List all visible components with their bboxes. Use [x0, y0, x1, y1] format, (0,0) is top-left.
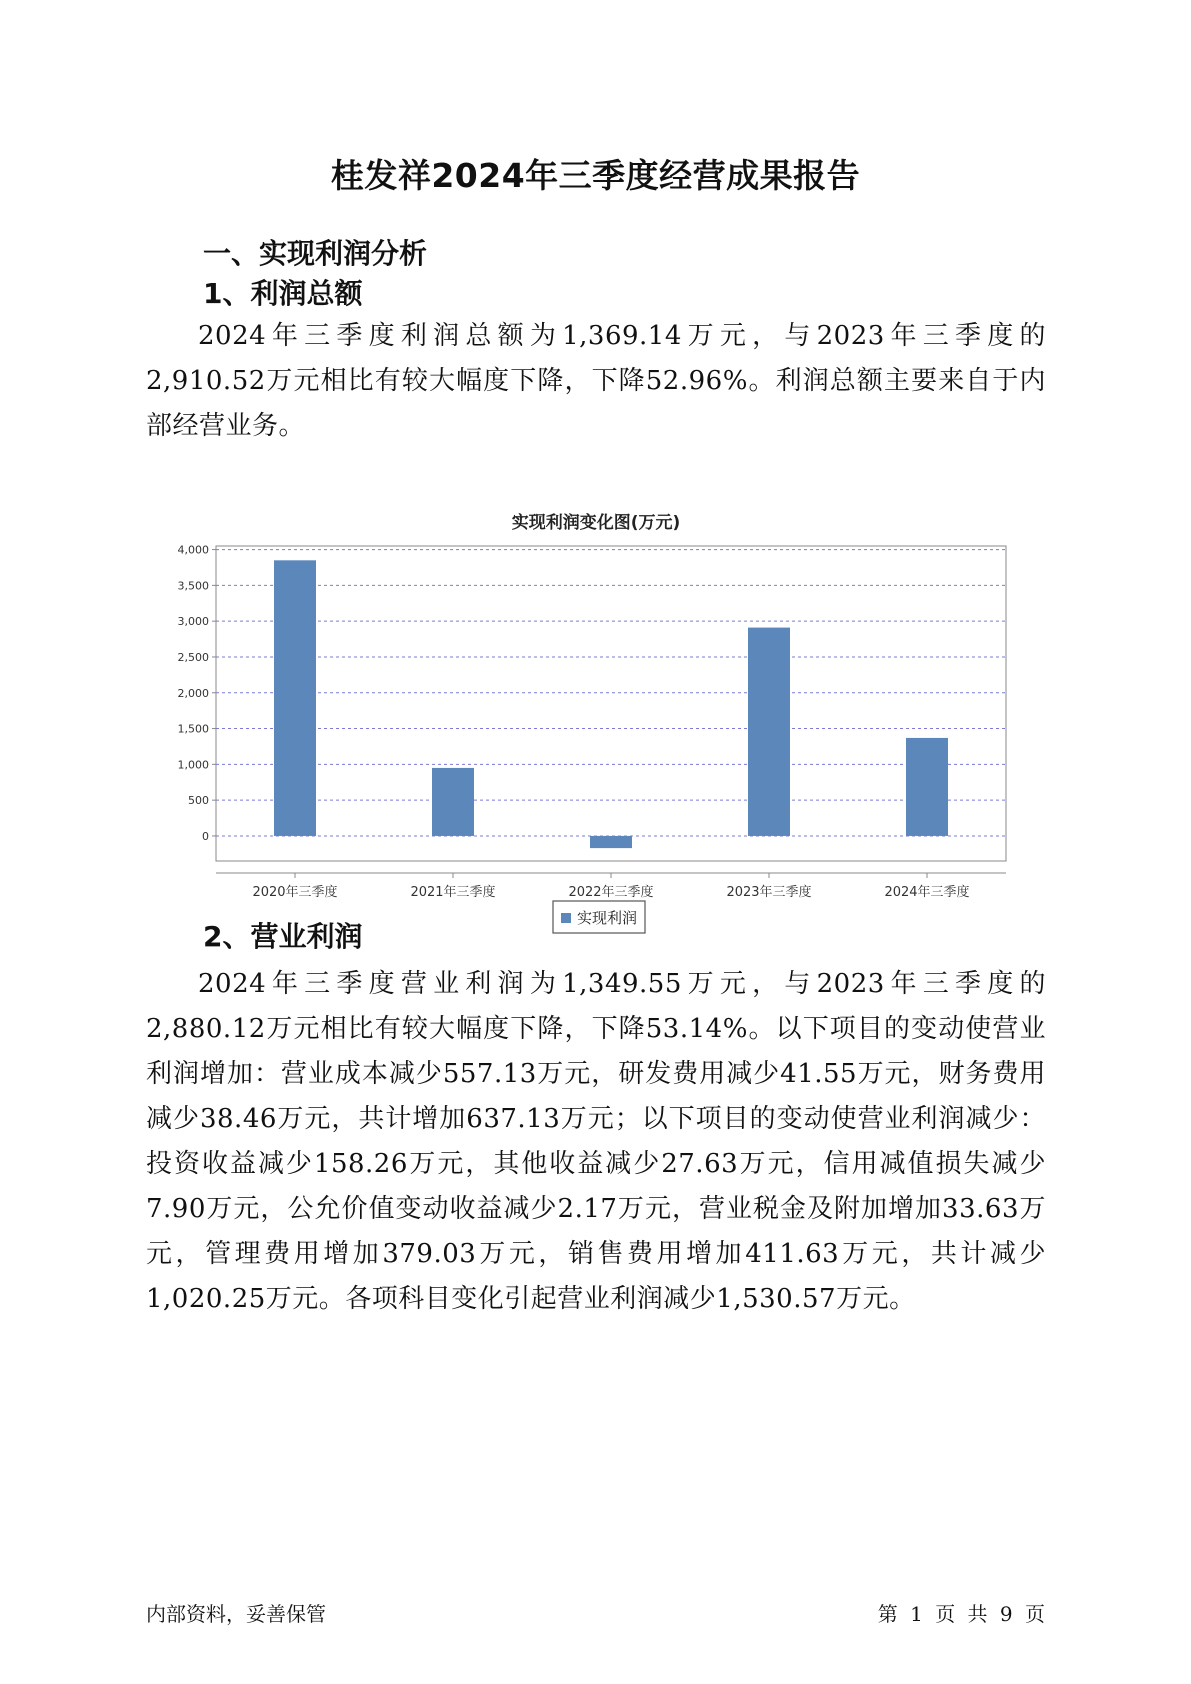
y-tick-label: 0 — [202, 829, 209, 843]
y-tick-label: 2,500 — [177, 650, 209, 664]
y-tick-label: 4,000 — [177, 543, 209, 557]
x-tick-label: 2022年三季度 — [568, 885, 654, 900]
bar-2020年三季度 — [274, 560, 316, 836]
operating-profit-paragraph: 2024年三季度营业利润为1,349.55万元，与2023年三季度的2,880.12万元相比有较大幅度下降，下降53.14%。以下项目的变动使营业利润增加：营业成本减少557.13万元，研发费用减少41.55万元，财务费用减少38.46万元，共计增加637.13万元；以下项目的变动使营业利润减少：投资收益减少158.26万元，其他收益减少27.63万元，信用减值损失减少7.90万元，公允价值变动收益减少2.17万元，营业税金及附加增加33.63万元，管理费用增加379.03万元，销售费用增加411.63万元，共计减少1,020.25万元。各项科目变化引起营业利润减少1,530.57万元。 — [146, 969, 1046, 1314]
total-profit-paragraph: 2024年三季度利润总额为1,369.14万元，与2023年三季度的2,910.52万元相比有较大幅度下降，下降52.96%。利润总额主要来自于内部经营业务。 — [146, 321, 1046, 441]
bar-2022年三季度 — [590, 836, 632, 848]
bar-2021年三季度 — [432, 768, 474, 836]
footer-page-number: 第 1 页 共 9 页 — [877, 1602, 1045, 1626]
y-tick-label: 1,500 — [177, 722, 209, 736]
chart-legend — [553, 901, 645, 933]
document-title: 桂发祥2024年三季度经营成果报告 — [330, 156, 861, 195]
x-tick-label: 2023年三季度 — [726, 885, 812, 900]
footer-confidential-note: 内部资料，妥善保管 — [146, 1602, 326, 1626]
profit-bar-chart — [146, 500, 1046, 960]
x-tick-label: 2021年三季度 — [410, 885, 496, 900]
legend-swatch — [561, 913, 571, 923]
y-tick-label: 500 — [188, 794, 209, 808]
y-tick-label: 3,000 — [177, 615, 209, 629]
x-tick-label: 2024年三季度 — [884, 885, 970, 900]
bar-2023年三季度 — [748, 628, 790, 836]
plot-area — [216, 546, 1006, 861]
chart-svg — [146, 500, 1046, 960]
y-tick-label: 3,500 — [177, 579, 209, 593]
y-tick-label: 1,000 — [177, 758, 209, 772]
y-tick-label: 2,000 — [177, 686, 209, 700]
subsection-heading-operating-profit: 2、营业利润 — [203, 920, 363, 953]
bar-2024年三季度 — [906, 738, 948, 836]
subsection-heading-total-profit: 1、利润总额 — [203, 277, 363, 310]
x-tick-label: 2020年三季度 — [252, 885, 338, 900]
chart-title: 实现利润变化图(万元) — [511, 513, 681, 533]
legend-label: 实现利润 — [577, 909, 638, 927]
section-heading-profit-analysis: 一、实现利润分析 — [203, 237, 428, 270]
